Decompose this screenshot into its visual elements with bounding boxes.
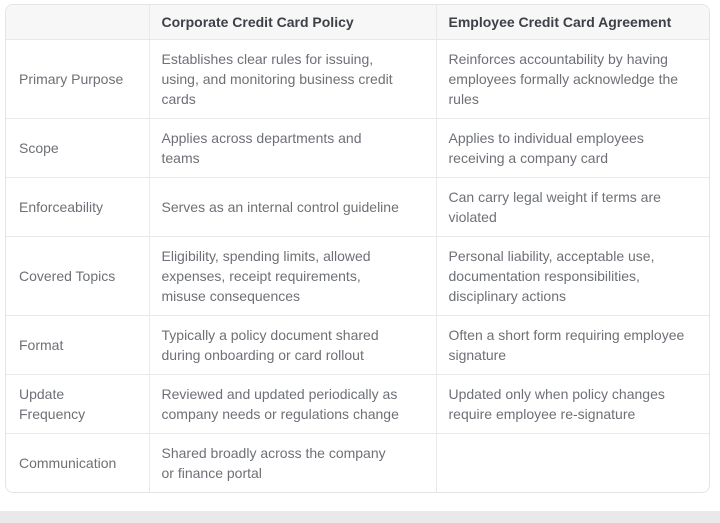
policy-cell: [149, 237, 436, 316]
table-row: [6, 237, 709, 316]
row-label: [6, 178, 149, 237]
policy-cell: [149, 178, 436, 237]
agreement-cell: [436, 178, 709, 237]
row-label: [6, 237, 149, 316]
row-label-text: Primary Purpose: [19, 71, 124, 87]
row-label-text: Covered Topics: [19, 268, 116, 284]
policy-cell: [149, 119, 436, 178]
table-row: [6, 40, 709, 119]
row-label-text: Update Frequency: [19, 386, 86, 422]
policy-cell-text: Establishes clear rules for issuing, using, and monitoring business credit cards: [161, 51, 393, 107]
policy-cell: [149, 375, 436, 434]
policy-cell: [149, 316, 436, 375]
row-label: [6, 40, 149, 119]
row-label-text: Format: [19, 337, 64, 353]
row-label: [6, 316, 149, 375]
table-row: [6, 375, 709, 434]
agreement-cell: [436, 40, 709, 119]
agreement-cell-text: Personal liability, acceptable use, documentation responsibilities, disciplinary actions: [448, 248, 655, 304]
policy-cell-text: Shared broadly across the company or finance portal: [161, 445, 386, 481]
policy-cell-text: Reviewed and updated periodically as company needs or regulations change: [161, 386, 399, 422]
table-row: [6, 119, 709, 178]
agreement-cell-text: Often a short form requiring employee signature: [448, 327, 685, 363]
agreement-cell: [436, 434, 709, 493]
agreement-cell-text: Can carry legal weight if terms are violated: [448, 189, 661, 225]
header-cell-agreement: Employee Credit Card Agreement: [436, 5, 709, 40]
row-label-text: Scope: [19, 140, 59, 156]
policy-cell-text: Applies across departments and teams: [161, 130, 362, 166]
row-label-text: Enforceability: [19, 199, 104, 215]
table-row: [6, 434, 709, 493]
agreement-cell: [436, 375, 709, 434]
row-label: [6, 119, 149, 178]
page-bottom-strip: [0, 511, 720, 523]
comparison-table-card: [5, 4, 710, 493]
row-label: [6, 434, 149, 493]
policy-cell: [149, 434, 436, 493]
agreement-cell-text: Reinforces accountability by having employees formally acknowledge the rules: [448, 51, 679, 107]
row-label-text: Communication: [19, 455, 117, 471]
row-label: [6, 375, 149, 434]
table-row: [6, 316, 709, 375]
policy-cell-text: Typically a policy document shared during onboarding or card rollout: [161, 327, 379, 363]
table-row: [6, 178, 709, 237]
agreement-cell: [436, 316, 709, 375]
policy-cell-text: Serves as an internal control guideline: [161, 199, 399, 215]
header-cell-policy: Corporate Credit Card Policy: [149, 5, 436, 40]
agreement-cell-text: Updated only when policy changes require employee re-signature: [448, 386, 665, 422]
agreement-cell: [436, 119, 709, 178]
agreement-cell: [436, 237, 709, 316]
policy-cell-text: Eligibility, spending limits, allowed expenses, receipt requirements, misuse consequences: [161, 248, 371, 304]
table-header-row: [6, 5, 709, 40]
agreement-cell-text: Applies to individual employees receiving a company card: [448, 130, 644, 166]
credit-card-comparison-table: [6, 5, 709, 492]
header-cell-empty: [6, 5, 149, 40]
policy-cell: [149, 40, 436, 119]
